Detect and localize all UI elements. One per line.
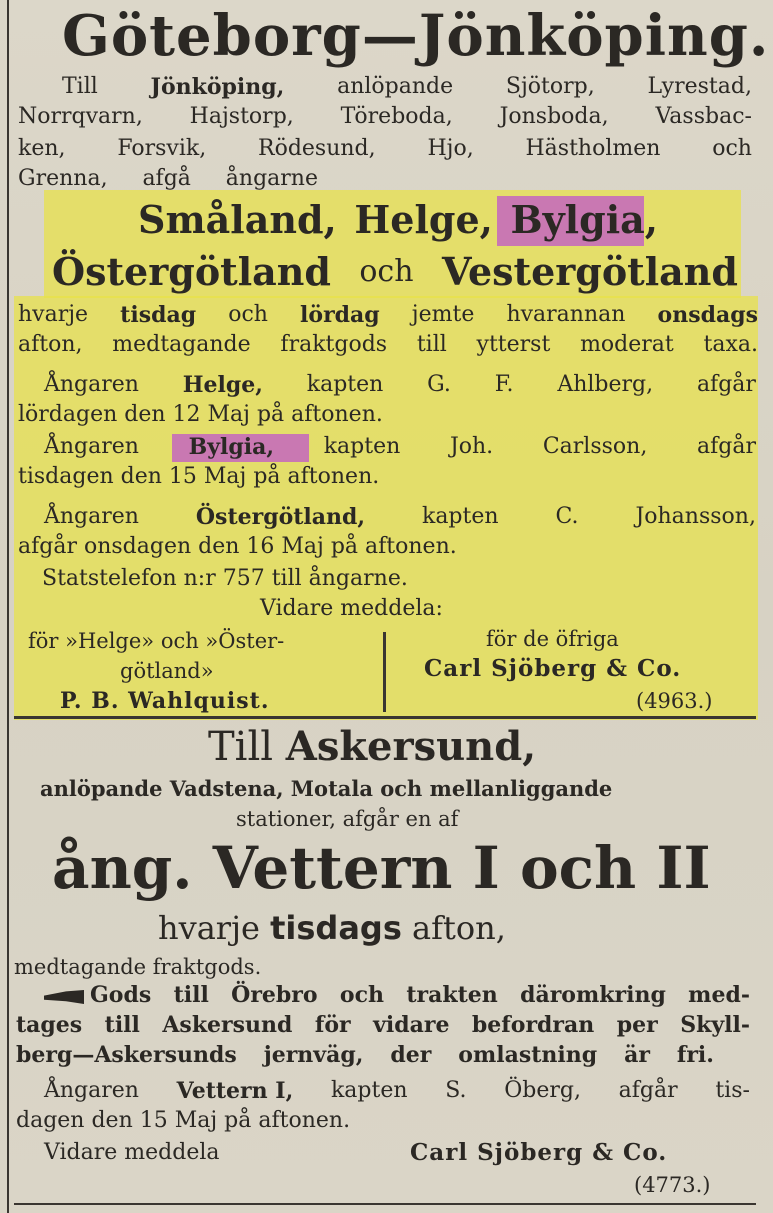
word: Till xyxy=(62,74,98,99)
word: Forsvik, xyxy=(117,136,207,161)
word: vidare xyxy=(373,1012,450,1038)
word: Töreboda, xyxy=(340,104,453,129)
word: omlastning xyxy=(458,1042,598,1068)
word: Carlsson, xyxy=(542,434,648,459)
word: med- xyxy=(688,982,750,1008)
word: fri. xyxy=(676,1042,714,1068)
ad1-telephone: Statstelefon n:r 757 till ångarne. xyxy=(42,566,408,591)
word: Johansson, xyxy=(635,504,756,529)
word: medtagande xyxy=(112,332,251,357)
word: kapten xyxy=(421,504,499,529)
word: Hajstorp, xyxy=(189,104,294,129)
ad1-column-divider xyxy=(383,632,386,712)
left-border xyxy=(7,0,9,1213)
word: der xyxy=(390,1042,432,1068)
word: Örebro xyxy=(231,982,318,1008)
word: kapten xyxy=(306,372,384,397)
ad2-departure-line1 xyxy=(44,1076,750,1106)
text-line xyxy=(90,980,750,1010)
word: jemte xyxy=(411,302,475,327)
word: Lyrestad, xyxy=(647,74,752,99)
word: Joh. xyxy=(449,434,494,459)
conjunction: och xyxy=(359,254,414,289)
word: moderat xyxy=(580,332,674,357)
word: berg—Askersunds xyxy=(16,1042,237,1068)
word: afgå xyxy=(142,166,191,191)
word: befordran xyxy=(471,1012,595,1038)
word: taxa. xyxy=(703,332,758,357)
word: till xyxy=(104,1012,140,1038)
word: afgår xyxy=(618,1078,678,1103)
departure-date: lördagen den 12 Maj på aftonen. xyxy=(18,402,383,427)
ad2-schedule-day: tisdags xyxy=(270,909,402,947)
word: afton, xyxy=(18,332,83,357)
ad2-title xyxy=(208,720,536,774)
word: Bylgia, xyxy=(188,434,275,460)
text-line xyxy=(18,102,752,132)
word: tages xyxy=(16,1012,83,1038)
word: anlöpande xyxy=(337,74,454,99)
text-line xyxy=(18,164,318,194)
word: däromkring xyxy=(520,982,666,1008)
word: ken, xyxy=(18,136,66,161)
text-line xyxy=(18,134,752,164)
word: Hästholmen xyxy=(525,136,661,161)
ad1-agent-right-line1: för de öfriga xyxy=(486,627,619,651)
word: för xyxy=(314,1012,351,1038)
ad1-agent-left-line2: götland» xyxy=(120,659,214,683)
departure-date: afgår onsdagen den 16 Maj på aftonen. xyxy=(18,534,457,559)
word: trakten xyxy=(406,982,498,1008)
word: till xyxy=(416,332,447,357)
word: Gods xyxy=(90,982,152,1008)
word: lördag xyxy=(300,302,380,328)
word: Ångaren xyxy=(44,434,139,459)
word: är xyxy=(624,1042,650,1068)
bottom-rule xyxy=(14,1203,756,1205)
text-line xyxy=(44,370,756,400)
word: Sjötorp, xyxy=(505,74,595,99)
ad2-schedule-pre: hvarje xyxy=(158,909,260,947)
text-line xyxy=(16,1010,750,1040)
word: Ångaren xyxy=(44,1078,139,1103)
word: Östergötland, xyxy=(195,504,366,530)
ad1-agent-left-name: P. B. Wahlquist. xyxy=(60,688,270,714)
word: onsdags xyxy=(657,302,758,328)
word: per xyxy=(616,1012,658,1038)
ad2-agent: Carl Sjöberg & Co. xyxy=(410,1139,668,1166)
word: Ångaren xyxy=(44,372,139,397)
word: S. xyxy=(445,1078,467,1103)
ship-name: Småland, xyxy=(138,197,337,242)
word: G. xyxy=(427,372,451,397)
word: och xyxy=(228,302,268,327)
word: Hjo, xyxy=(427,136,474,161)
ad1-further: Vidare meddela: xyxy=(260,596,443,621)
ad2-schedule xyxy=(158,906,506,950)
word: Öberg, xyxy=(504,1078,581,1103)
ad2-schedule-post: afton, xyxy=(412,909,506,947)
word: Jonsboda, xyxy=(499,104,609,129)
ad1-ships-line-1 xyxy=(138,196,658,244)
text-line xyxy=(44,432,756,462)
word: till xyxy=(173,982,209,1008)
word: kapten xyxy=(323,434,401,459)
word: Skyll- xyxy=(680,1012,750,1038)
ad2-cargo: medtagande fraktgods. xyxy=(14,955,262,979)
ad-separator-rule xyxy=(14,716,756,719)
ship-name: Östergötland xyxy=(52,249,331,294)
word: ångarne xyxy=(225,166,318,191)
word: jernväg, xyxy=(263,1042,364,1068)
word: afgår xyxy=(697,434,756,459)
word: tis- xyxy=(715,1078,750,1103)
word: Norrqvarn, xyxy=(18,104,143,129)
ship-name: Helge, xyxy=(354,197,493,242)
text-line xyxy=(18,330,758,360)
ad2-route-line1: anlöpande Vadstena, Motala och mellanliggande xyxy=(40,776,613,801)
text-line xyxy=(18,300,758,330)
text-line xyxy=(62,72,752,102)
word: hvarannan xyxy=(506,302,626,327)
word: kapten xyxy=(330,1078,408,1103)
word: afgår xyxy=(696,372,756,397)
word: C. xyxy=(555,504,579,529)
ad2-route-line2: stationer, afgår en af xyxy=(236,807,459,831)
ad2-ships: ång. Vettern I och II xyxy=(52,834,711,902)
ad2-title-main: Askersund, xyxy=(285,723,537,770)
ship-name: Vestergötland xyxy=(441,249,738,294)
ad1-agent-right-name: Carl Sjöberg & Co. xyxy=(424,655,682,682)
ad1-agent-left-line1: för »Helge» och »Öster- xyxy=(28,629,285,653)
word: F. xyxy=(494,372,514,397)
ad1-ref: (4963.) xyxy=(636,689,713,713)
word: Helge, xyxy=(182,372,263,398)
word: hvarje xyxy=(18,302,89,327)
text-line xyxy=(44,502,756,532)
word: Askersund xyxy=(162,1012,293,1038)
word: tisdag xyxy=(120,302,197,328)
word: och xyxy=(339,982,384,1008)
text-line xyxy=(16,1040,714,1070)
word: Grenna, xyxy=(18,166,108,191)
word: Vettern I, xyxy=(176,1078,294,1104)
word: Ångaren xyxy=(44,504,139,529)
word: Rödesund, xyxy=(258,136,376,161)
ship-name: Bylgia, xyxy=(510,197,658,242)
ad2-title-pre: Till xyxy=(208,724,274,770)
ad2-ref: (4773.) xyxy=(634,1173,711,1197)
ad1-ships-line-2 xyxy=(52,248,738,296)
ad1-title: Göteborg—Jönköping. xyxy=(62,3,770,69)
word: fraktgods xyxy=(280,332,388,357)
word: ytterst xyxy=(476,332,551,357)
word: Jönköping, xyxy=(150,74,285,100)
word: Ahlberg, xyxy=(557,372,654,397)
word: och xyxy=(712,136,752,161)
word: Vassbac- xyxy=(655,104,752,129)
pointing-hand-icon xyxy=(44,990,84,1004)
ad2-further: Vidare meddela xyxy=(44,1140,220,1165)
ad2-departure-line2: dagen den 15 Maj på aftonen. xyxy=(16,1108,351,1133)
departure-date: tisdagen den 15 Maj på aftonen. xyxy=(18,464,380,489)
